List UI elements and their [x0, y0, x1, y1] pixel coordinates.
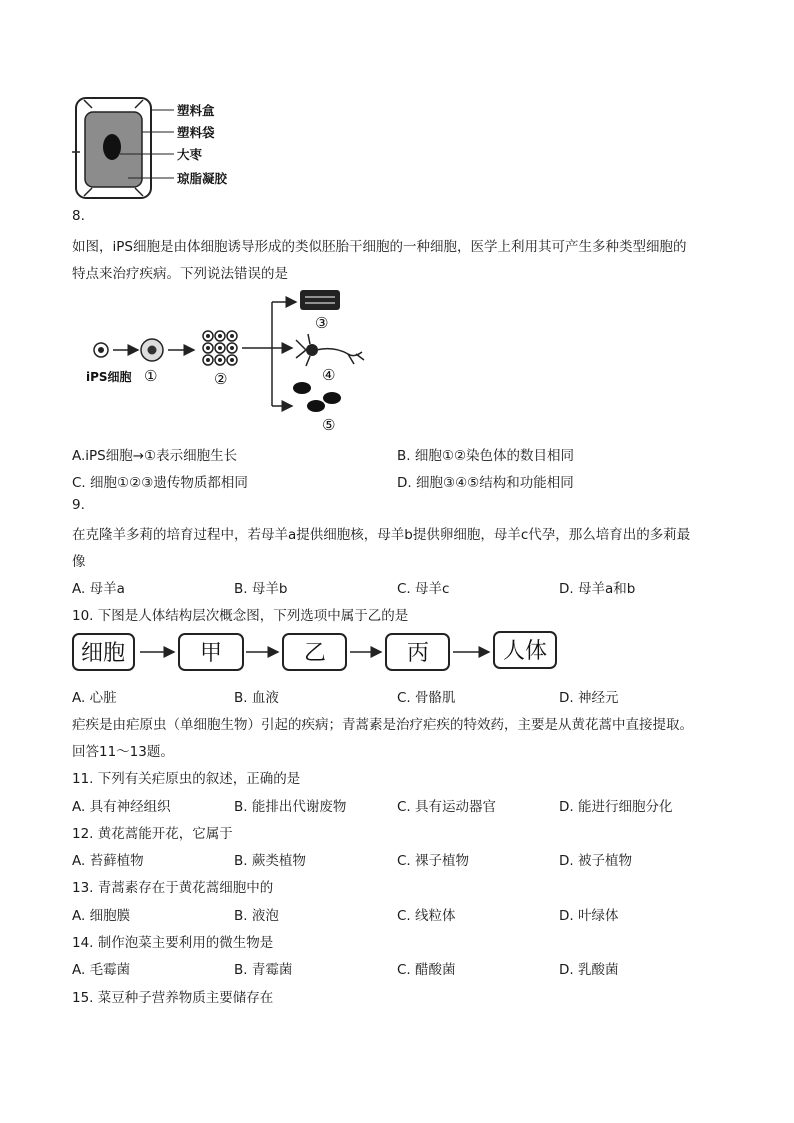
- q8-option-b: B. 细胞①②染色体的数目相同: [397, 448, 575, 464]
- q13-option-d: D. 叶绿体: [559, 908, 619, 924]
- q13-option-b: B. 液泡: [234, 908, 279, 924]
- q10-option-a: A. 心脏: [72, 690, 117, 706]
- svg-text:⑤: ⑤: [322, 416, 336, 434]
- q14-stem: 14. 制作泡菜主要利用的微生物是: [72, 935, 274, 951]
- q10-option-c: C. 骨骼肌: [397, 690, 456, 706]
- jujube: [103, 134, 121, 160]
- q11-option-c: C. 具有运动器官: [397, 799, 497, 815]
- cell-5c: [307, 400, 325, 412]
- cell-5b: [323, 392, 341, 404]
- svg-text:细胞: 细胞: [81, 641, 126, 666]
- q11-option-a: A. 具有神经组织: [72, 799, 171, 815]
- passage-line1: 疟疾是由疟原虫（单细胞生物）引起的疾病；青蒿素是治疗疟疾的特效药，主要是从黄花蒿中直接提取。: [72, 717, 693, 733]
- q11-option-b: B. 能排出代谢废物: [234, 799, 347, 815]
- q9-option-a: A. 母羊a: [72, 581, 125, 597]
- structure-level-diagram: [70, 628, 560, 676]
- svg-text:②: ②: [214, 370, 228, 388]
- q12-option-d: D. 被子植物: [559, 853, 632, 869]
- q9-option-b: B. 母羊b: [234, 581, 288, 597]
- cell-3: [300, 290, 340, 310]
- q9-option-c: C. 母羊c: [397, 581, 450, 597]
- q8-option-c: C. 细胞①②③遗传物质都相同: [72, 475, 248, 491]
- q10-stem: 10. 下图是人体结构层次概念图，下列选项中属于乙的是: [72, 608, 409, 624]
- q8-option-d: D. 细胞③④⑤结构和功能相同: [397, 475, 574, 491]
- storage-box-figure: [70, 92, 260, 204]
- q8-stem-line1: 如图，iPS细胞是由体细胞诱导形成的类似胚胎干细胞的一种细胞，医学上利用其可产生多种类型细胞的: [72, 239, 687, 255]
- passage-line2: 回答11～13题。: [72, 744, 174, 760]
- svg-text:丙: 丙: [407, 641, 430, 666]
- q8-number: 8.: [72, 208, 85, 224]
- q11-option-d: D. 能进行细胞分化: [559, 799, 673, 815]
- q12-option-b: B. 蕨类植物: [234, 853, 306, 869]
- ips-label: iPS细胞: [86, 370, 132, 384]
- q10-option-d: D. 神经元: [559, 690, 619, 706]
- q9-stem-line1: 在克隆羊多莉的培育过程中，若母羊a提供细胞核，母羊b提供卵细胞，母羊c代孕，那么培育出的多莉最: [72, 527, 691, 543]
- svg-text:④: ④: [322, 366, 336, 384]
- q8-stem-line2: 特点来治疗疾病。下列说法错误的是: [72, 266, 288, 282]
- svg-text:①: ①: [144, 367, 158, 385]
- q13-option-a: A. 细胞膜: [72, 908, 131, 924]
- fig7-label-jujube: 大枣: [177, 147, 203, 162]
- svg-text:甲: 甲: [200, 641, 223, 666]
- q12-stem: 12. 黄花蒿能开花，它属于: [72, 826, 233, 842]
- fig7-label-bag: 塑料袋: [177, 125, 215, 140]
- q12-option-a: A. 苔藓植物: [72, 853, 144, 869]
- fig7-label-box: 塑料盒: [177, 103, 215, 118]
- q12-option-c: C. 裸子植物: [397, 853, 470, 869]
- q9-option-d: D. 母羊a和b: [559, 581, 636, 597]
- ips-cell-figure: [86, 288, 376, 436]
- cell-5a: [293, 382, 311, 394]
- fig7-label-agar: 琼脂凝胶: [177, 171, 228, 186]
- svg-text:乙: 乙: [304, 641, 327, 666]
- q9-stem-line2: 像: [72, 554, 86, 570]
- q9-number: 9.: [72, 497, 85, 513]
- q8-option-a: A.iPS细胞→①表示细胞生长: [72, 448, 238, 464]
- q14-option-b: B. 青霉菌: [234, 962, 293, 978]
- q14-option-d: D. 乳酸菌: [559, 962, 619, 978]
- q13-stem: 13. 青蒿素存在于黄花蒿细胞中的: [72, 880, 274, 896]
- q11-stem: 11. 下列有关疟原虫的叙述，正确的是: [72, 771, 301, 787]
- q15-stem: 15. 菜豆种子营养物质主要储存在: [72, 990, 274, 1006]
- q14-option-a: A. 毛霉菌: [72, 962, 131, 978]
- q14-option-c: C. 醋酸菌: [397, 962, 456, 978]
- svg-text:③: ③: [315, 314, 329, 332]
- q10-option-b: B. 血液: [234, 690, 279, 706]
- svg-text:人体: 人体: [503, 639, 548, 664]
- q13-option-c: C. 线粒体: [397, 908, 456, 924]
